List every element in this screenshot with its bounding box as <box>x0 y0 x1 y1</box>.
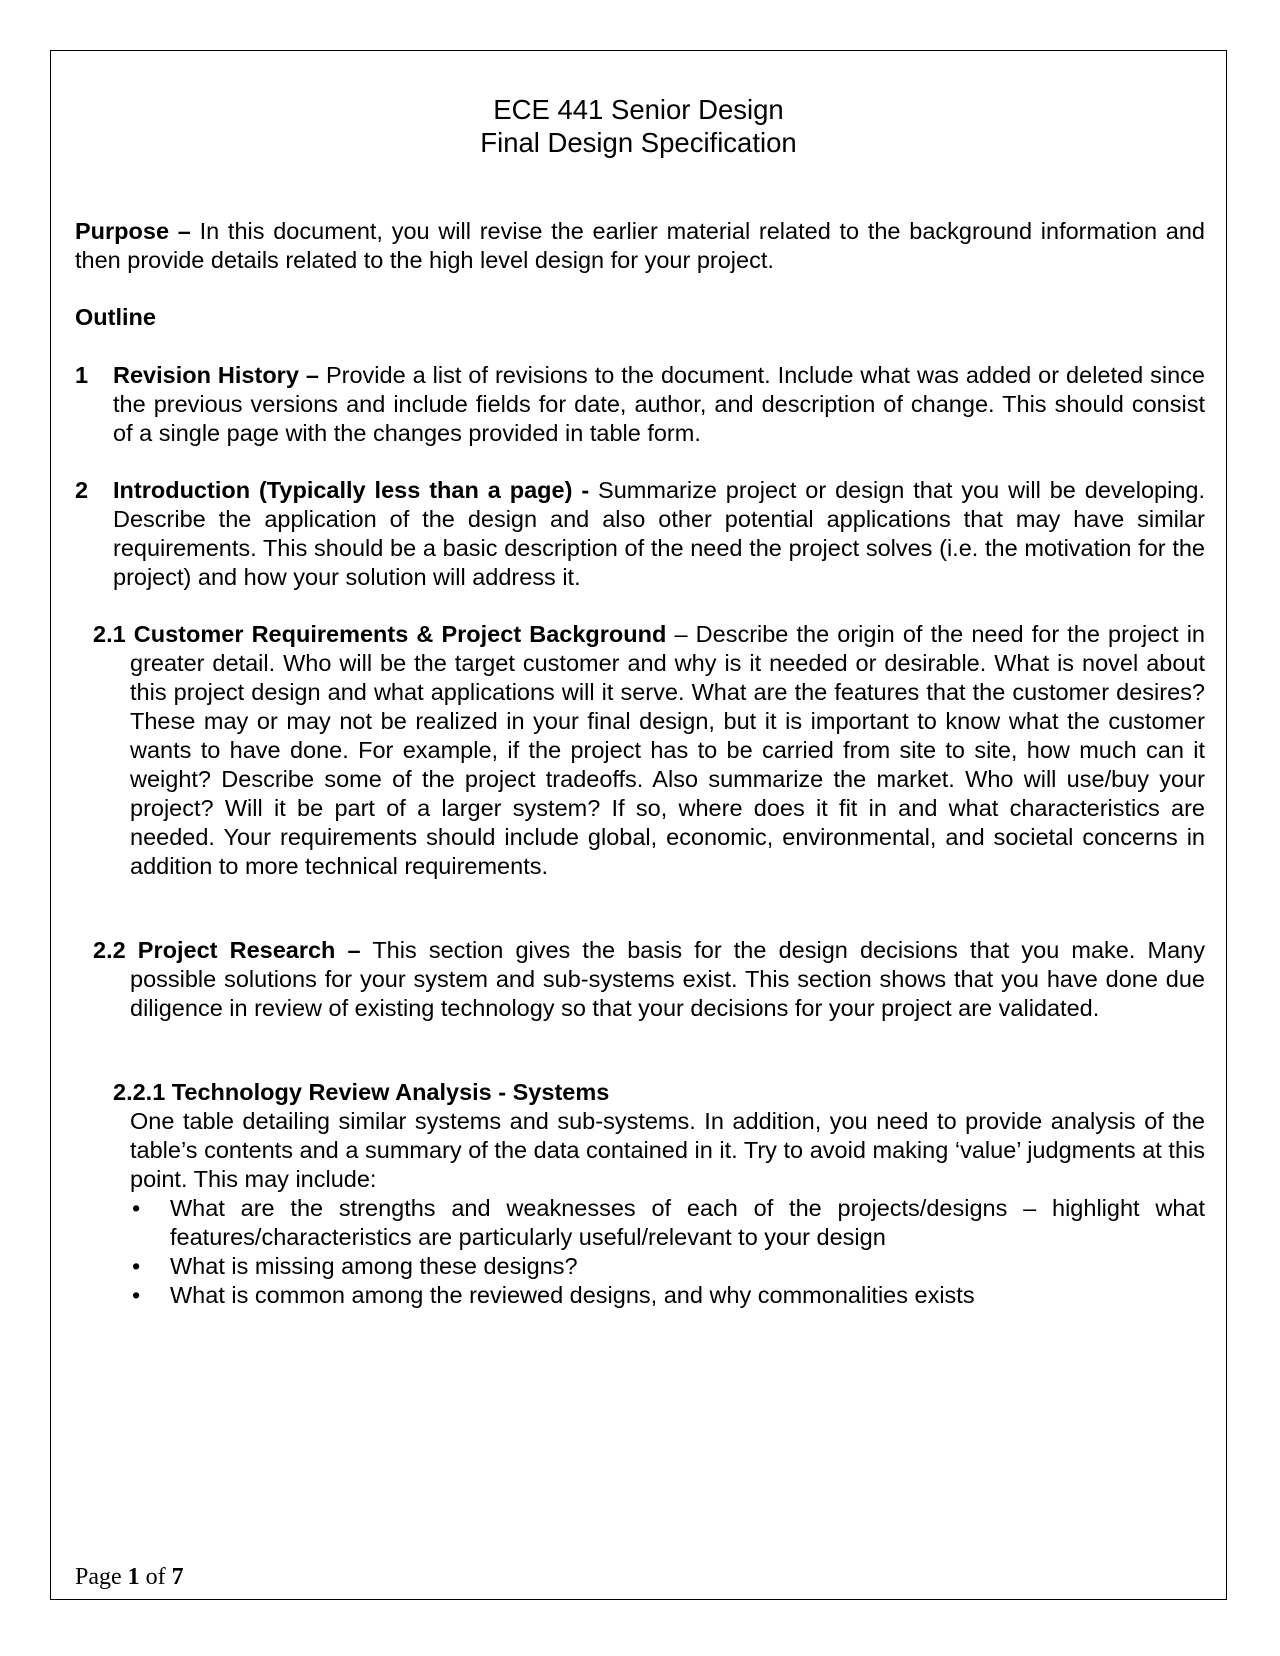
bullet-list <box>130 1194 1205 1310</box>
footer-of-word: of <box>139 1564 172 1590</box>
document-title <box>50 93 1227 159</box>
footer-page-word: Page <box>75 1564 128 1590</box>
bullet-icon: • <box>132 1253 141 1279</box>
bullet-text: What are the strengths and weaknesses of each of the projects/designs – highlight what features/characteristics are particularly useful/relevant to your design <box>170 1195 1205 1250</box>
section-1-text: Provide a list of revisions to the document. Include what was added or deleted since the previous versions and include fields for date, author, and description of change. This should consist of a single page with the changes provided in table form. <box>113 362 1206 446</box>
section-2-2-label: 2.2 Project Research – <box>93 937 361 963</box>
list-item <box>130 1252 1205 1281</box>
section-1-label: Revision History – <box>113 362 319 388</box>
title-line-2: Final Design Specification <box>480 127 797 158</box>
section-2-number: 2 <box>75 477 89 503</box>
section-2-1-label: 2.1 Customer Requirements & Project Background <box>93 621 667 647</box>
section-2-label: Introduction (Typically less than a page) - <box>113 477 590 503</box>
footer-total-pages: 7 <box>171 1564 184 1590</box>
section-1-number: 1 <box>75 362 89 388</box>
purpose-text: In this document, you will revise the earlier material related to the background information and then provide details related to the high level design for your project. <box>75 218 1205 273</box>
section-2-1-text: – Describe the origin of the need for the project in greater detail. Who will be the target customer and why is it needed or desirable. What is novel about this project design and what applications will it serve. What are the features that the customer desires? These may or may not be realized in your final design, but it is important to know what the customer wants to have done. For example, if the project has to be carried from site to site, how much can it weight? Describe some of the project tradeoffs. Also summarize the market. Who will use/buy your project? Will it be part of a larger system? If so, where does it fit in and what characteristics are needed. Your requirements should include global, economic, environmental, and societal concerns in addition to more technical requirements. <box>130 621 1205 879</box>
section-2-2-paragraph <box>93 936 1205 1023</box>
bullet-text: What is common among the reviewed designs, and why commonalities exists <box>170 1282 975 1308</box>
bullet-icon: • <box>132 1195 141 1221</box>
section-2-text: Summarize project or design that you will be developing. Describe the application of the design and also other potential applications that may have similar requirements. This should be a basic description of the need the project solves (i.e. the motivation for the project) and how your solution will address it. <box>113 477 1205 590</box>
list-item <box>130 1194 1205 1252</box>
footer-page-number: 1 <box>127 1564 140 1590</box>
outline-heading: Outline <box>75 304 156 330</box>
section-2-paragraph <box>113 476 1205 592</box>
bullet-icon: • <box>132 1282 141 1308</box>
section-2-2-text: This section gives the basis for the design decisions that you make. Many possible solutions for your system and sub-systems exist. This section shows that you have done due diligence in review of existing technology so that your decisions for your project are validated. <box>130 937 1205 1021</box>
section-2-2-1-text: One table detailing similar systems and sub-systems. In addition, you need to provide analysis of the table’s contents and a summary of the data contained in it. Try to avoid making ‘value’ judgments at this point. This may include: <box>130 1108 1205 1192</box>
section-2-2-1-heading: 2.2.1 Technology Review Analysis - Systems <box>113 1079 610 1105</box>
section-1-paragraph <box>113 361 1205 448</box>
list-item <box>130 1281 1205 1310</box>
purpose-label: Purpose – <box>75 218 191 244</box>
page-footer <box>75 1563 184 1591</box>
purpose-paragraph <box>75 217 1205 275</box>
title-line-1: ECE 441 Senior Design <box>493 94 784 125</box>
bullet-text: What is missing among these designs? <box>170 1253 578 1279</box>
section-2-1-paragraph <box>93 620 1205 881</box>
